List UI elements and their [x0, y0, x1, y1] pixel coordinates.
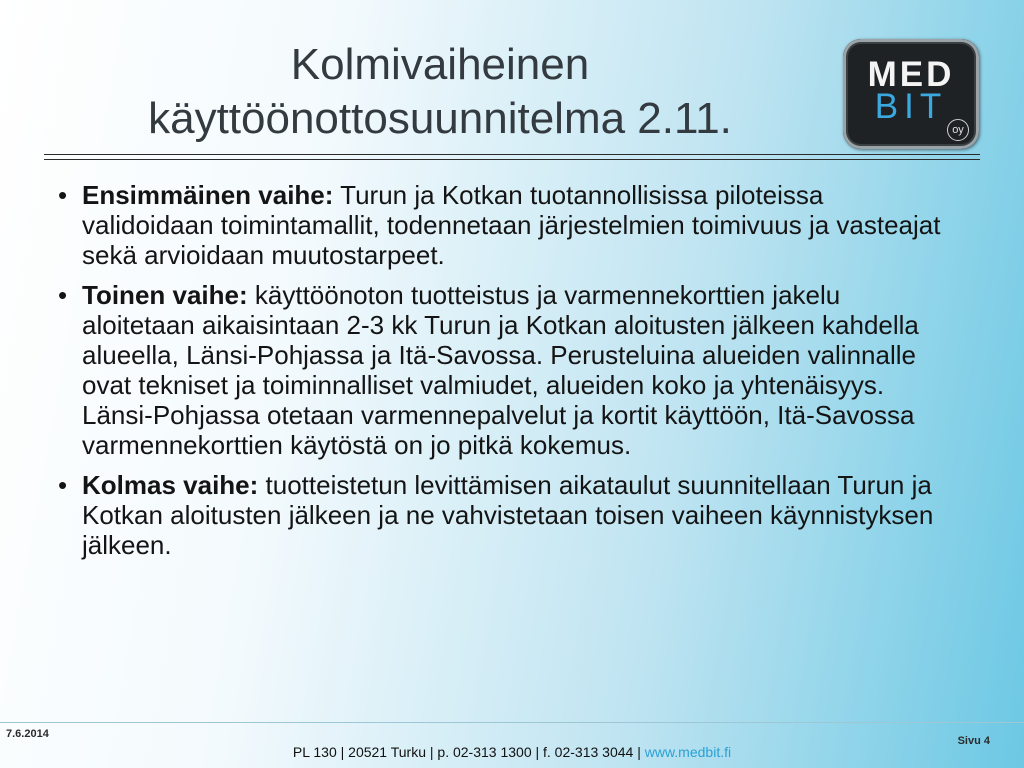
- footer-contact-text: PL 130 | 20521 Turku | p. 02-313 1300 | f. 02-313 3044 |: [292, 744, 645, 760]
- list-item: [58, 180, 958, 270]
- bullet-marker: •: [58, 180, 68, 210]
- bullet-lead: Ensimmäinen vaihe:: [82, 180, 334, 210]
- logo-bit-text: BIT: [874, 87, 948, 126]
- website-link[interactable]: www.medbit.fi: [644, 744, 732, 760]
- slide-title-line-2: käyttöönottosuunnitelma 2.11.: [148, 94, 732, 143]
- list-item: [58, 470, 958, 560]
- bullet-list: [58, 180, 958, 570]
- footer-divider: [0, 722, 1024, 723]
- list-item: [58, 280, 958, 460]
- logo-med-text: MED: [867, 55, 955, 94]
- medbit-logo: [843, 39, 979, 149]
- title-divider: [44, 154, 980, 160]
- slide-title: [40, 38, 840, 146]
- logo-oy-badge: oy: [947, 119, 969, 141]
- bullet-text: käyttöönoton tuotteistus ja varmennekorttien jakelu aloitetaan aikaisintaan 2-3 kk Turun ja Kotkan aloitusten jälkeen kahdella alueella, Länsi-Pohjassa ja Itä-Savossa. Perusteluina alueiden valinnalle ovat tekniset ja toiminnalliset valmiudet, alueiden koko ja yhtenäisyys. Länsi-Pohjassa otetaan varmennepalvelut ja kortit käyttöön, Itä-Savossa varmennekorttien käytöstä on jo pitkä kokemus.: [82, 280, 919, 460]
- bullet-marker: •: [58, 280, 68, 310]
- footer-address: [0, 744, 1024, 760]
- bullet-text: tuotteistetun levittämisen aikataulut suunnitellaan Turun ja Kotkan aloitusten jälkeen ja ne vahvistetaan toisen vaiheen käynnistyksen jälkeen.: [82, 470, 934, 560]
- bullet-marker: •: [58, 470, 68, 500]
- bullet-lead: Kolmas vaihe:: [82, 470, 259, 500]
- bullet-lead: Toinen vaihe:: [82, 280, 248, 310]
- bullet-text: Turun ja Kotkan tuotannollisissa piloteissa validoidaan toimintamallit, todennetaan järjestelmien toimivuus ja vasteajat sekä arvioidaan muutostarpeet.: [82, 180, 941, 270]
- slide-title-line-1: Kolmivaiheinen: [290, 40, 590, 89]
- footer-date: 7.6.2014: [6, 728, 49, 740]
- page-number: Sivu 4: [957, 735, 990, 747]
